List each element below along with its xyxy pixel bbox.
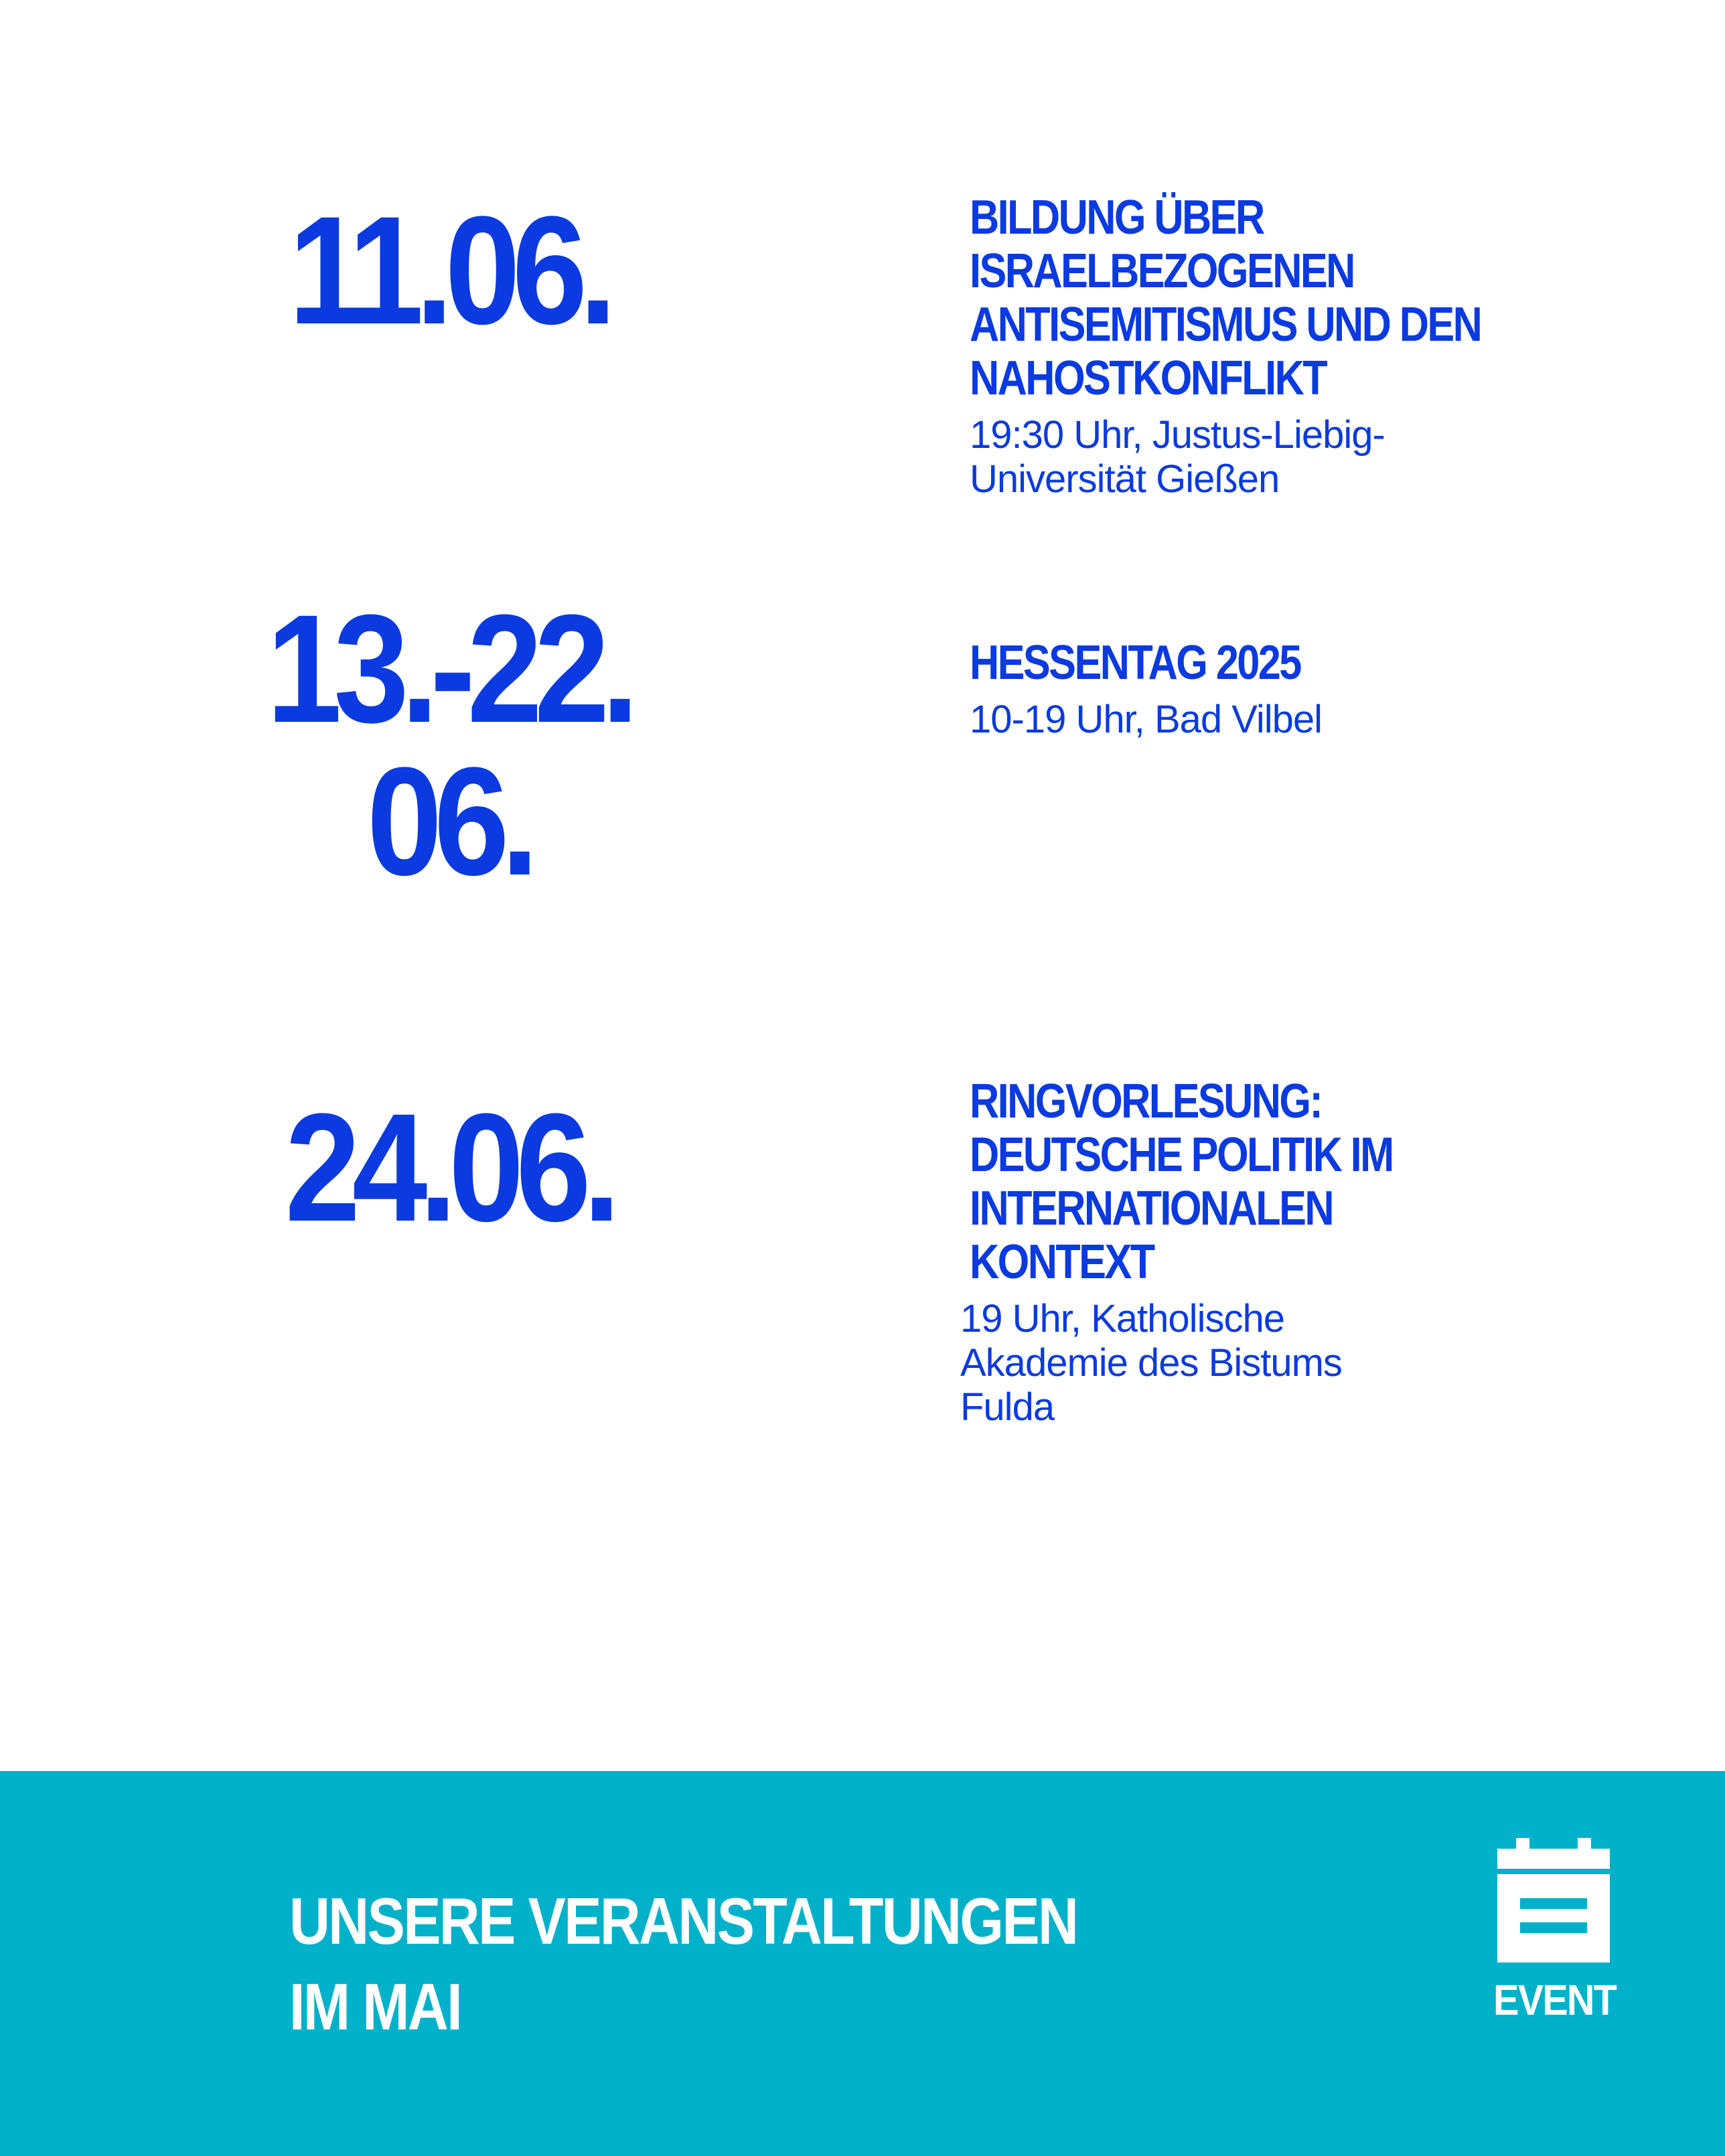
event-details xyxy=(970,191,1572,502)
footer-banner xyxy=(0,1771,1725,2156)
badge-label: EVENT xyxy=(1493,1976,1617,2024)
event-time-location: 10-19 Uhr, Bad Vilbel xyxy=(970,698,1323,741)
event-time-location: 19:30 Uhr, Justus-Liebig- Universität Gießen xyxy=(970,413,1385,501)
event-date: 24.06. xyxy=(285,1081,613,1253)
event-date: 13.-22. 06. xyxy=(267,583,631,907)
calendar-icon xyxy=(1497,1838,1610,1962)
event-title: BILDUNG ÜBER ISRAELBEZOGENEN ANTISEMITISMUS UND DEN NAHOSTKONFLIKT xyxy=(970,191,1481,405)
event-details xyxy=(960,1075,1572,1430)
event-badge xyxy=(1487,1838,1621,2052)
event-title: RINGVORLESUNG: DEUTSCHE POLITIK IM INTERNATIONALEN KONTEXT xyxy=(970,1075,1393,1289)
footer-title-line: UNSERE VERANSTALTUNGEN xyxy=(289,1884,1077,1958)
footer-title-line: IM MAI xyxy=(289,1970,461,2044)
event-details xyxy=(970,636,1572,742)
event-time-location: 19 Uhr, Katholische Akademie des Bistums Fulda xyxy=(960,1297,1342,1429)
footer-title xyxy=(289,1878,1077,2050)
event-title: HESSENTAG 2025 xyxy=(970,636,1300,690)
event-date: 11.06. xyxy=(289,184,609,356)
